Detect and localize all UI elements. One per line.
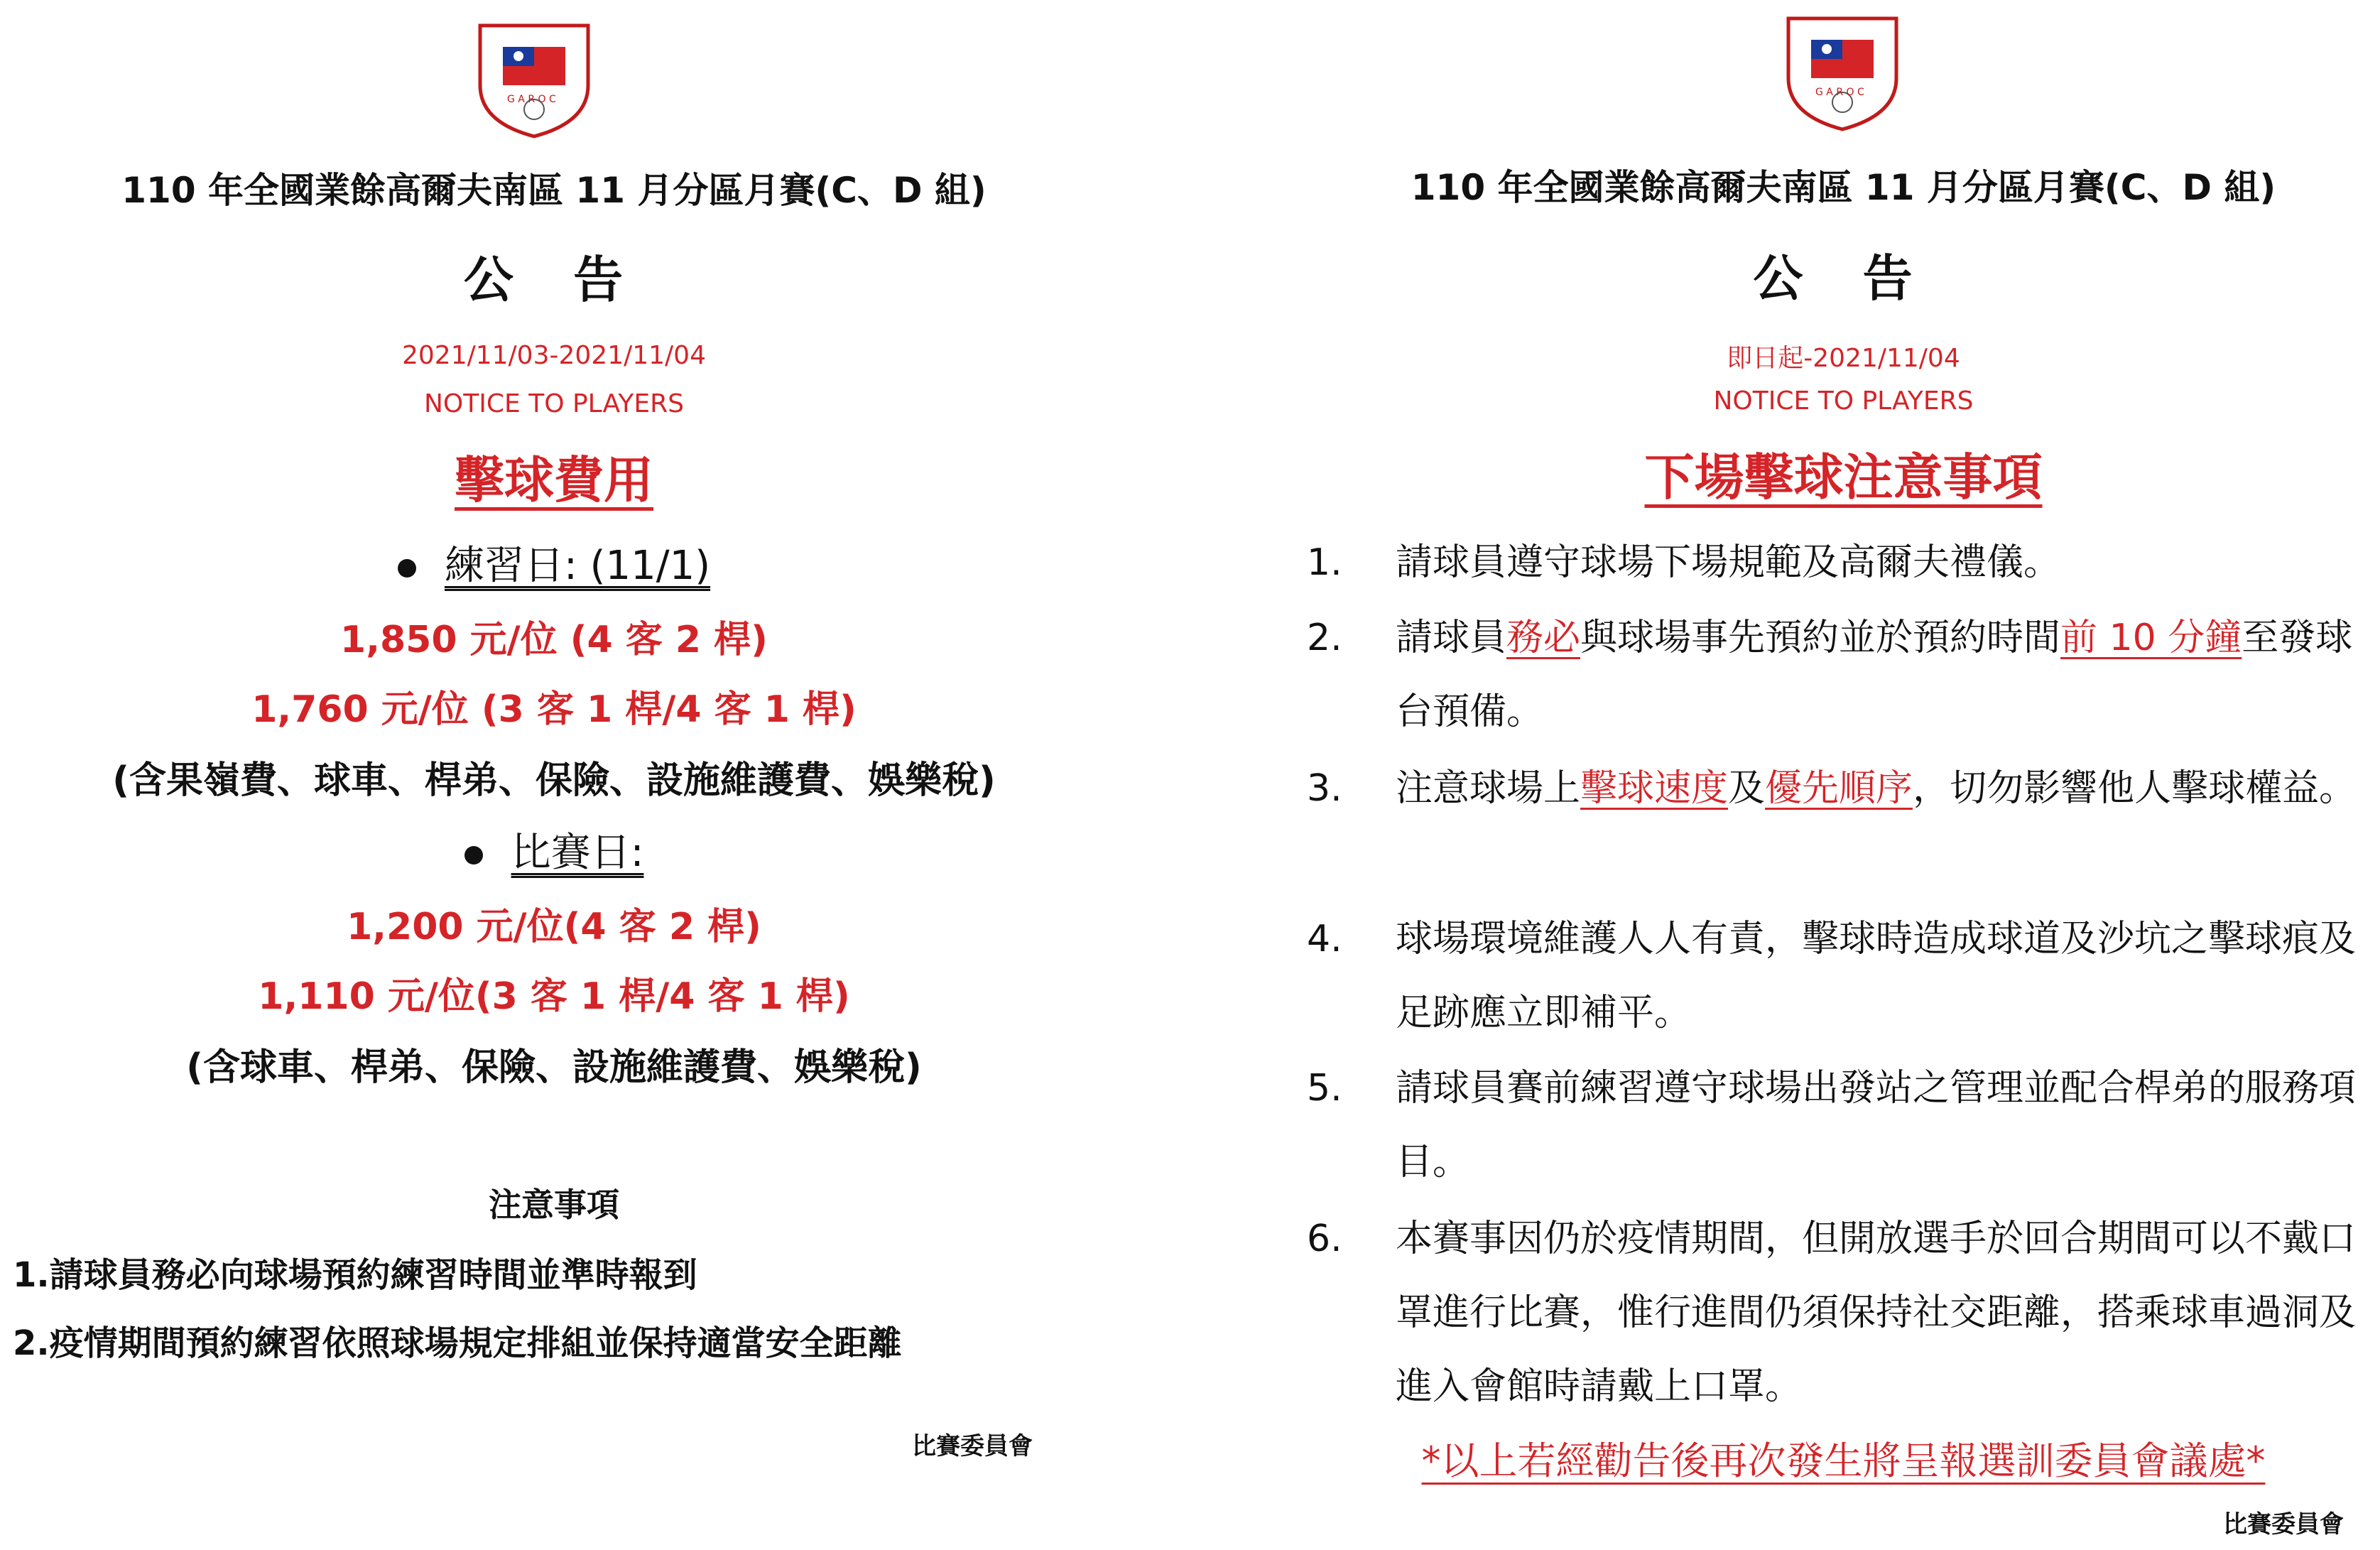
highlight-priority: 優先順序 [1765, 767, 1913, 810]
highlight-must: 務必 [1506, 617, 1581, 659]
practice-includes: (含果嶺費、球車、桿弟、保險、設施維護費、娛樂稅) [112, 759, 996, 802]
announcement-heading: 公 告 [1753, 249, 1934, 308]
match-day-label: 比賽日: [511, 830, 644, 876]
match-includes: (含球車、桿弟、保險、設施維護費、娛樂稅) [186, 1046, 922, 1089]
notice-to-players: NOTICE TO PLAYERS [424, 389, 684, 418]
notice-to-players: NOTICE TO PLAYERS [1713, 386, 1974, 416]
highlight-10-minutes: 前 10 分鐘 [2060, 617, 2242, 659]
right-notice: G A R O C 110 年全國業餘高爾夫南區 11 月分區月賽(C、D 組) 公 告 即日起-2021/11/04 NOTICE TO PLAYERS 下場擊球注意事項 1. 請球員遵守球場下場規範及高爾夫禮儀。 2. 請球員務必與球場事先預約並於預約時間前 10 分鐘至發球台預備。 3. 注意球場上擊球速度及優先順序，切勿影響他人擊球權益。 4. 球場環境維護人人有責，擊球時造成球道及沙坑之擊球痕及足跡應立即補平。 5. 請球員賽前練習遵守球場出發站之管理並配合桿弟的服務項目。 6. 本賽事因仍於疫情期間，但開放選手於回合期間可以不戴口罩進行比賽，惟行進間仍須保持社交距離，搭乘球車過洞及進入會館時請戴上口罩。 *以上若經勸告後再次發生將呈報選訓委員會議處* 比賽委員會 [1307, 0, 2380, 1550]
garoc-logo-icon [1780, 9, 1905, 134]
tournament-title: 110 年全國業餘高爾夫南區 11 月分區月賽(C、D 組) [121, 170, 987, 211]
section-title-fees: 擊球費用 [455, 451, 653, 509]
notes-heading: 注意事項 [489, 1186, 619, 1224]
svg-text:G A R O C: G A R O C [507, 94, 556, 105]
section-title-rules: 下場擊球注意事項 [1644, 448, 2043, 506]
practice-day-line [0, 534, 1108, 591]
warning-line: *以上若經勸告後再次發生將呈報選訓委員會議處* [1421, 1438, 2266, 1483]
signature: 比賽委員會 [2223, 1510, 2344, 1539]
event-dates: 2021/11/03-2021/11/04 [402, 341, 706, 370]
bullet-icon [464, 846, 483, 865]
announcement-heading: 公 告 [463, 251, 645, 309]
practice-price-1: 1,850 元/位 (4 客 2 桿) [340, 619, 768, 661]
tournament-title: 110 年全國業餘高爾夫南區 11 月分區月賽(C、D 組) [1411, 167, 2276, 208]
note-2: 2.疫情期間預約練習依照球場規定排組並保持適當安全距離 [13, 1323, 902, 1363]
note-1: 1.請球員務必向球場預約練習時間並準時報到 [13, 1255, 697, 1295]
practice-price-2: 1,760 元/位 (3 客 1 桿/4 客 1 桿) [251, 688, 857, 731]
signature: 比賽委員會 [912, 1432, 1033, 1460]
event-dates: 即日起-2021/11/04 [1727, 344, 1960, 373]
svg-text:G A R O C: G A R O C [1815, 87, 1864, 98]
match-day-line [0, 821, 1108, 878]
highlight-pace: 擊球速度 [1580, 767, 1729, 810]
practice-day-label: 練習日: (11/1) [444, 543, 711, 589]
match-price-2: 1,110 元/位(3 客 1 桿/4 客 1 桿) [258, 975, 850, 1018]
left-notice [0, 0, 1108, 1550]
garoc-logo-icon [472, 16, 597, 141]
match-price-1: 1,200 元/位(4 客 2 桿) [347, 906, 761, 948]
bullet-icon [398, 559, 416, 578]
